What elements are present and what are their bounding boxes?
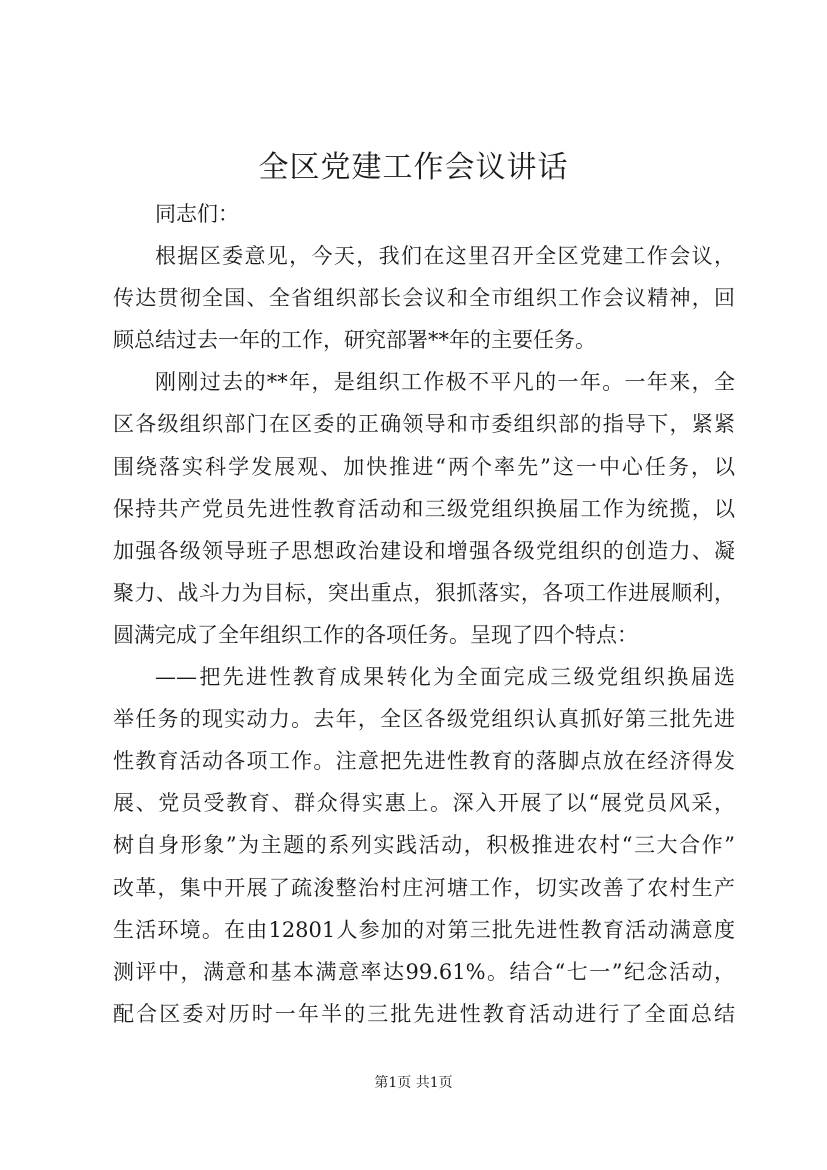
text-line: 举任务的现实动力。去年，全区各级党组织认真抓好第三批先进 [113, 707, 735, 732]
salutation-paragraph [113, 193, 735, 235]
paragraph-2 [113, 361, 735, 656]
page-footer: 第1页 共1页 [374, 1075, 453, 1091]
text-line: 聚力、战斗力为目标，突出重点，狠抓落实，各项工作进展顺利， [113, 580, 735, 605]
salutation: 同志们： [155, 202, 239, 226]
text-line: 围绕落实科学发展观、加快推进“两个率先”这一中心任务，以 [113, 454, 735, 479]
text-line: 保持共产党员先进性教育活动和三级党组织换届工作为统揽，以 [113, 496, 735, 521]
document-title: 全区党建工作会议讲话 [258, 150, 569, 185]
text-line: 性教育活动各项工作。注意把先进性教育的落脚点放在经济得发 [113, 749, 735, 774]
text-line: 区各级组织部门在区委的正确领导和市委组织部的指导下，紧紧 [113, 412, 735, 437]
text-line: 圆满完成了全年组织工作的各项任务。呈现了四个特点： [113, 622, 638, 647]
paragraph-1 [113, 235, 735, 361]
text-line: 生活环境。在由12801人参加的对第三批先进性教育活动满意度 [113, 917, 735, 942]
text-line: 展、党员受教育、群众得实惠上。深入开展了以“展党员风采， [113, 791, 735, 816]
document-body [113, 193, 735, 1035]
text-line: 测评中，满意和基本满意率达99.61%。结合“七一”纪念活动， [113, 959, 735, 984]
text-line: 根据区委意见，今天，我们在这里召开全区党建工作会议， [155, 244, 735, 269]
text-line: 配合区委对历时一年半的三批先进性教育活动进行了全面总结 [113, 1001, 735, 1026]
text-line: ——把先进性教育成果转化为全面完成三级党组织换届选 [155, 665, 735, 690]
paragraph-3 [113, 656, 735, 1035]
text-line: 顾总结过去一年的工作，研究部署**年的主要任务。 [113, 328, 596, 353]
text-line: 改革，集中开展了疏浚整治村庄河塘工作，切实改善了农村生产 [113, 875, 735, 900]
text-line: 传达贯彻全国、全省组织部长会议和全市组织工作会议精神，回 [113, 286, 735, 311]
text-line: 刚刚过去的**年，是组织工作极不平凡的一年。一年来，全 [155, 370, 735, 395]
text-line: 树自身形象”为主题的系列实践活动，积极推进农村“三大合作” [113, 833, 735, 858]
text-line: 加强各级领导班子思想政治建设和增强各级党组织的创造力、凝 [113, 538, 735, 563]
